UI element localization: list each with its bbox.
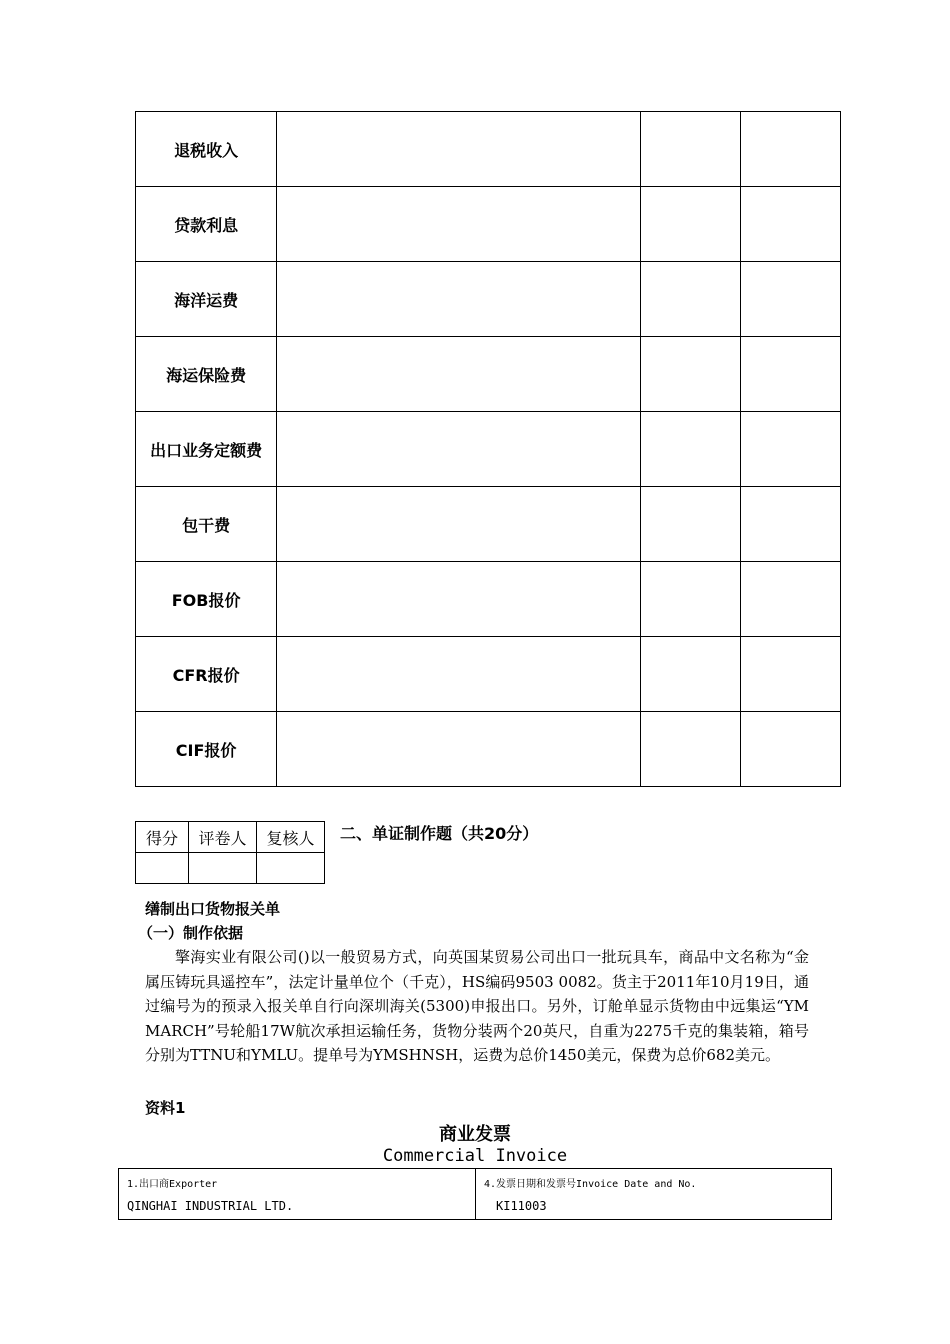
cost-table-row (136, 637, 841, 712)
calculation-cell[interactable] (277, 187, 641, 262)
cost-item-label: 包干费 (136, 487, 277, 562)
score-header: 得分 (136, 822, 189, 853)
cost-item-label: 海洋运费 (136, 262, 277, 337)
cost-table-row (136, 487, 841, 562)
remark-cell[interactable] (740, 412, 840, 487)
answer-cell[interactable] (640, 637, 740, 712)
basis-heading: （一）制作依据 (138, 924, 244, 942)
cost-table-row (136, 562, 841, 637)
calculation-cell[interactable] (277, 262, 641, 337)
invoice-title-en: Commercial Invoice (382, 1146, 568, 1166)
invoice-title-cn: 商业发票 (439, 1124, 511, 1145)
answer-cell[interactable] (640, 262, 740, 337)
material-heading: 资料1 (145, 1099, 186, 1117)
case-description: 擎海实业有限公司()以一般贸易方式，向英国某贸易公司出口一批玩具车，商品中文名称为“金属压铸玩具遥控车”，法定计量单位个（千克），HS编码9503 0082。货主于2011年10月19日，通过编号为的预录入报关单自行向深圳海关(5300)申报出口。另外，订舱单显示货物由中远集运“YM MARCH”号轮船17W航次承担运输任务，货物分装两个20英尺，自重为2275千克的集装箱，箱号分别为TTNU和YMLU。提单号为YMSHNSH，运费为总价1450美元，保费为总价682美元。 (145, 948, 809, 1064)
remark-cell[interactable] (740, 562, 840, 637)
invoice-date-no-label: 4.发票日期和发票号Invoice Date and No. (484, 1179, 697, 1190)
score-cell[interactable] (136, 853, 189, 884)
cost-table-row (136, 262, 841, 337)
calculation-cell[interactable] (277, 562, 641, 637)
invoice-date-no-value: KI11003 (496, 1199, 547, 1213)
answer-cell[interactable] (640, 337, 740, 412)
cost-calculation-table (135, 111, 841, 787)
invoice-date-no-cell (476, 1169, 832, 1220)
cost-table-row (136, 187, 841, 262)
cost-table-row (136, 712, 841, 787)
cost-item-label: CFR报价 (136, 637, 277, 712)
calculation-cell[interactable] (277, 637, 641, 712)
cost-item-label: CIF报价 (136, 712, 277, 787)
task-heading: 缮制出口货物报关单 (145, 900, 281, 918)
score-box (135, 821, 325, 884)
commercial-invoice-table (118, 1168, 832, 1220)
reviewer-cell[interactable] (257, 853, 325, 884)
exporter-label: 1.出口商Exporter (127, 1179, 218, 1190)
score-box-entry-row (136, 853, 325, 884)
answer-cell[interactable] (640, 187, 740, 262)
cost-item-label: FOB报价 (136, 562, 277, 637)
invoice-row (119, 1169, 832, 1220)
remark-cell[interactable] (740, 187, 840, 262)
answer-cell[interactable] (640, 562, 740, 637)
exporter-cell (119, 1169, 476, 1220)
remark-cell[interactable] (740, 637, 840, 712)
exporter-value: QINGHAI INDUSTRIAL LTD. (127, 1199, 294, 1213)
score-box-header-row (136, 822, 325, 853)
cost-item-label: 贷款利息 (136, 187, 277, 262)
remark-cell[interactable] (740, 112, 840, 187)
answer-cell[interactable] (640, 112, 740, 187)
calculation-cell[interactable] (277, 487, 641, 562)
calculation-cell[interactable] (277, 112, 641, 187)
cost-table-row (136, 112, 841, 187)
calculation-cell[interactable] (277, 412, 641, 487)
cost-table-row (136, 337, 841, 412)
cost-table-row (136, 412, 841, 487)
remark-cell[interactable] (740, 712, 840, 787)
cost-item-label: 海运保险费 (136, 337, 277, 412)
reviewer-header: 复核人 (257, 822, 325, 853)
remark-cell[interactable] (740, 337, 840, 412)
calculation-cell[interactable] (277, 712, 641, 787)
grader-header: 评卷人 (189, 822, 257, 853)
cost-item-label: 出口业务定额费 (136, 412, 277, 487)
answer-cell[interactable] (640, 712, 740, 787)
calculation-cell[interactable] (277, 337, 641, 412)
grader-cell[interactable] (189, 853, 257, 884)
answer-cell[interactable] (640, 412, 740, 487)
answer-cell[interactable] (640, 487, 740, 562)
remark-cell[interactable] (740, 262, 840, 337)
cost-item-label: 退税收入 (136, 112, 277, 187)
section-title: 二、单证制作题（共20分） (340, 824, 539, 843)
remark-cell[interactable] (740, 487, 840, 562)
